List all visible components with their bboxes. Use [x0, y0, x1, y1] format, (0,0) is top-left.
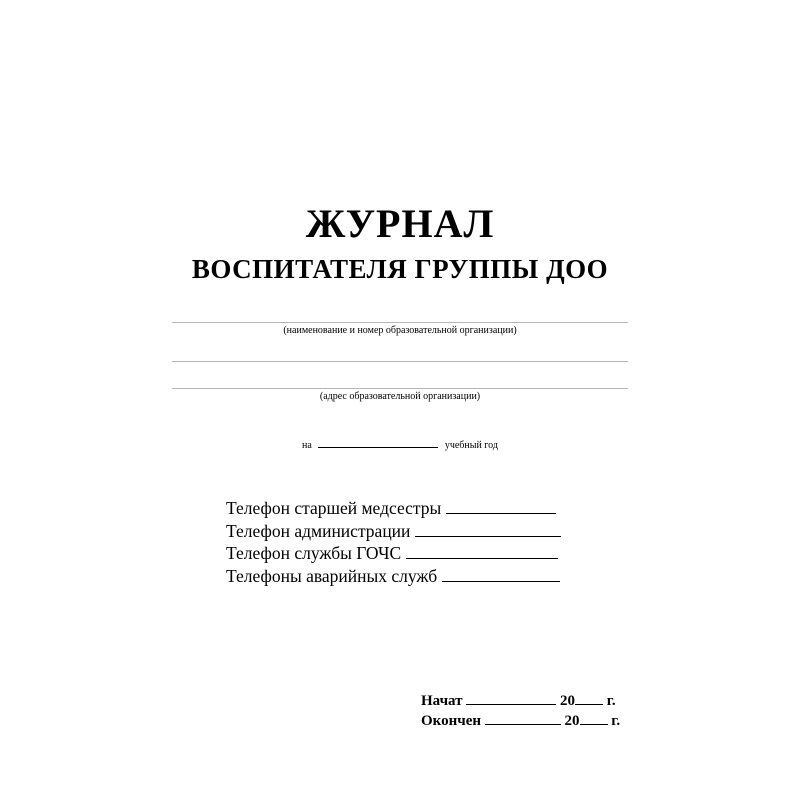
phone-row-emergency: [226, 565, 561, 588]
school-year-line: [0, 437, 800, 451]
org-name-line: [172, 322, 628, 323]
cover-subtitle: ВОСПИТАТЕЛЯ ГРУППЫ ДОО: [191, 254, 609, 284]
phone-list: [226, 497, 561, 587]
org-address-line-1: [172, 361, 628, 362]
started-row: [421, 691, 620, 711]
phone-label-emergency: Телефоны аварийных служб: [226, 565, 438, 586]
cover-title: ЖУРНАЛ: [305, 201, 495, 246]
school-year-blank: [318, 437, 438, 448]
phone-row-administration: [226, 520, 561, 543]
org-address-line-2: [172, 388, 628, 389]
org-address-caption: (адрес образовательной организации): [319, 391, 481, 402]
ended-year-blank: [580, 711, 608, 725]
phone-label-nurse: Телефон старшей медсестры: [226, 498, 442, 518]
phone-blank-nurse: [446, 498, 556, 514]
started-date-blank: [466, 691, 556, 705]
ended-label: Окончен: [421, 713, 482, 729]
journal-dates: [421, 691, 620, 731]
ended-date-blank: [485, 711, 561, 725]
started-year-suffix: г.: [606, 693, 616, 709]
started-label: Начат: [421, 693, 463, 709]
school-year-prefix: на: [302, 440, 312, 451]
ended-year-suffix: г.: [611, 713, 621, 729]
phone-row-gochs: [226, 542, 561, 565]
phone-blank-gochs: [406, 543, 558, 559]
org-name-caption: (наименование и номер образовательной организации): [283, 325, 517, 336]
ended-row: [421, 711, 620, 731]
school-year-suffix: учебный год: [444, 440, 498, 451]
started-year-blank: [575, 691, 603, 705]
ended-century: 20: [564, 713, 580, 729]
phone-blank-administration: [415, 521, 561, 537]
started-century: 20: [560, 693, 576, 709]
phone-label-administration: Телефон администрации: [226, 520, 411, 541]
phone-row-nurse: [226, 497, 561, 520]
phone-blank-emergency: [442, 566, 560, 582]
phone-label-gochs: Телефон службы ГОЧС: [226, 543, 402, 563]
